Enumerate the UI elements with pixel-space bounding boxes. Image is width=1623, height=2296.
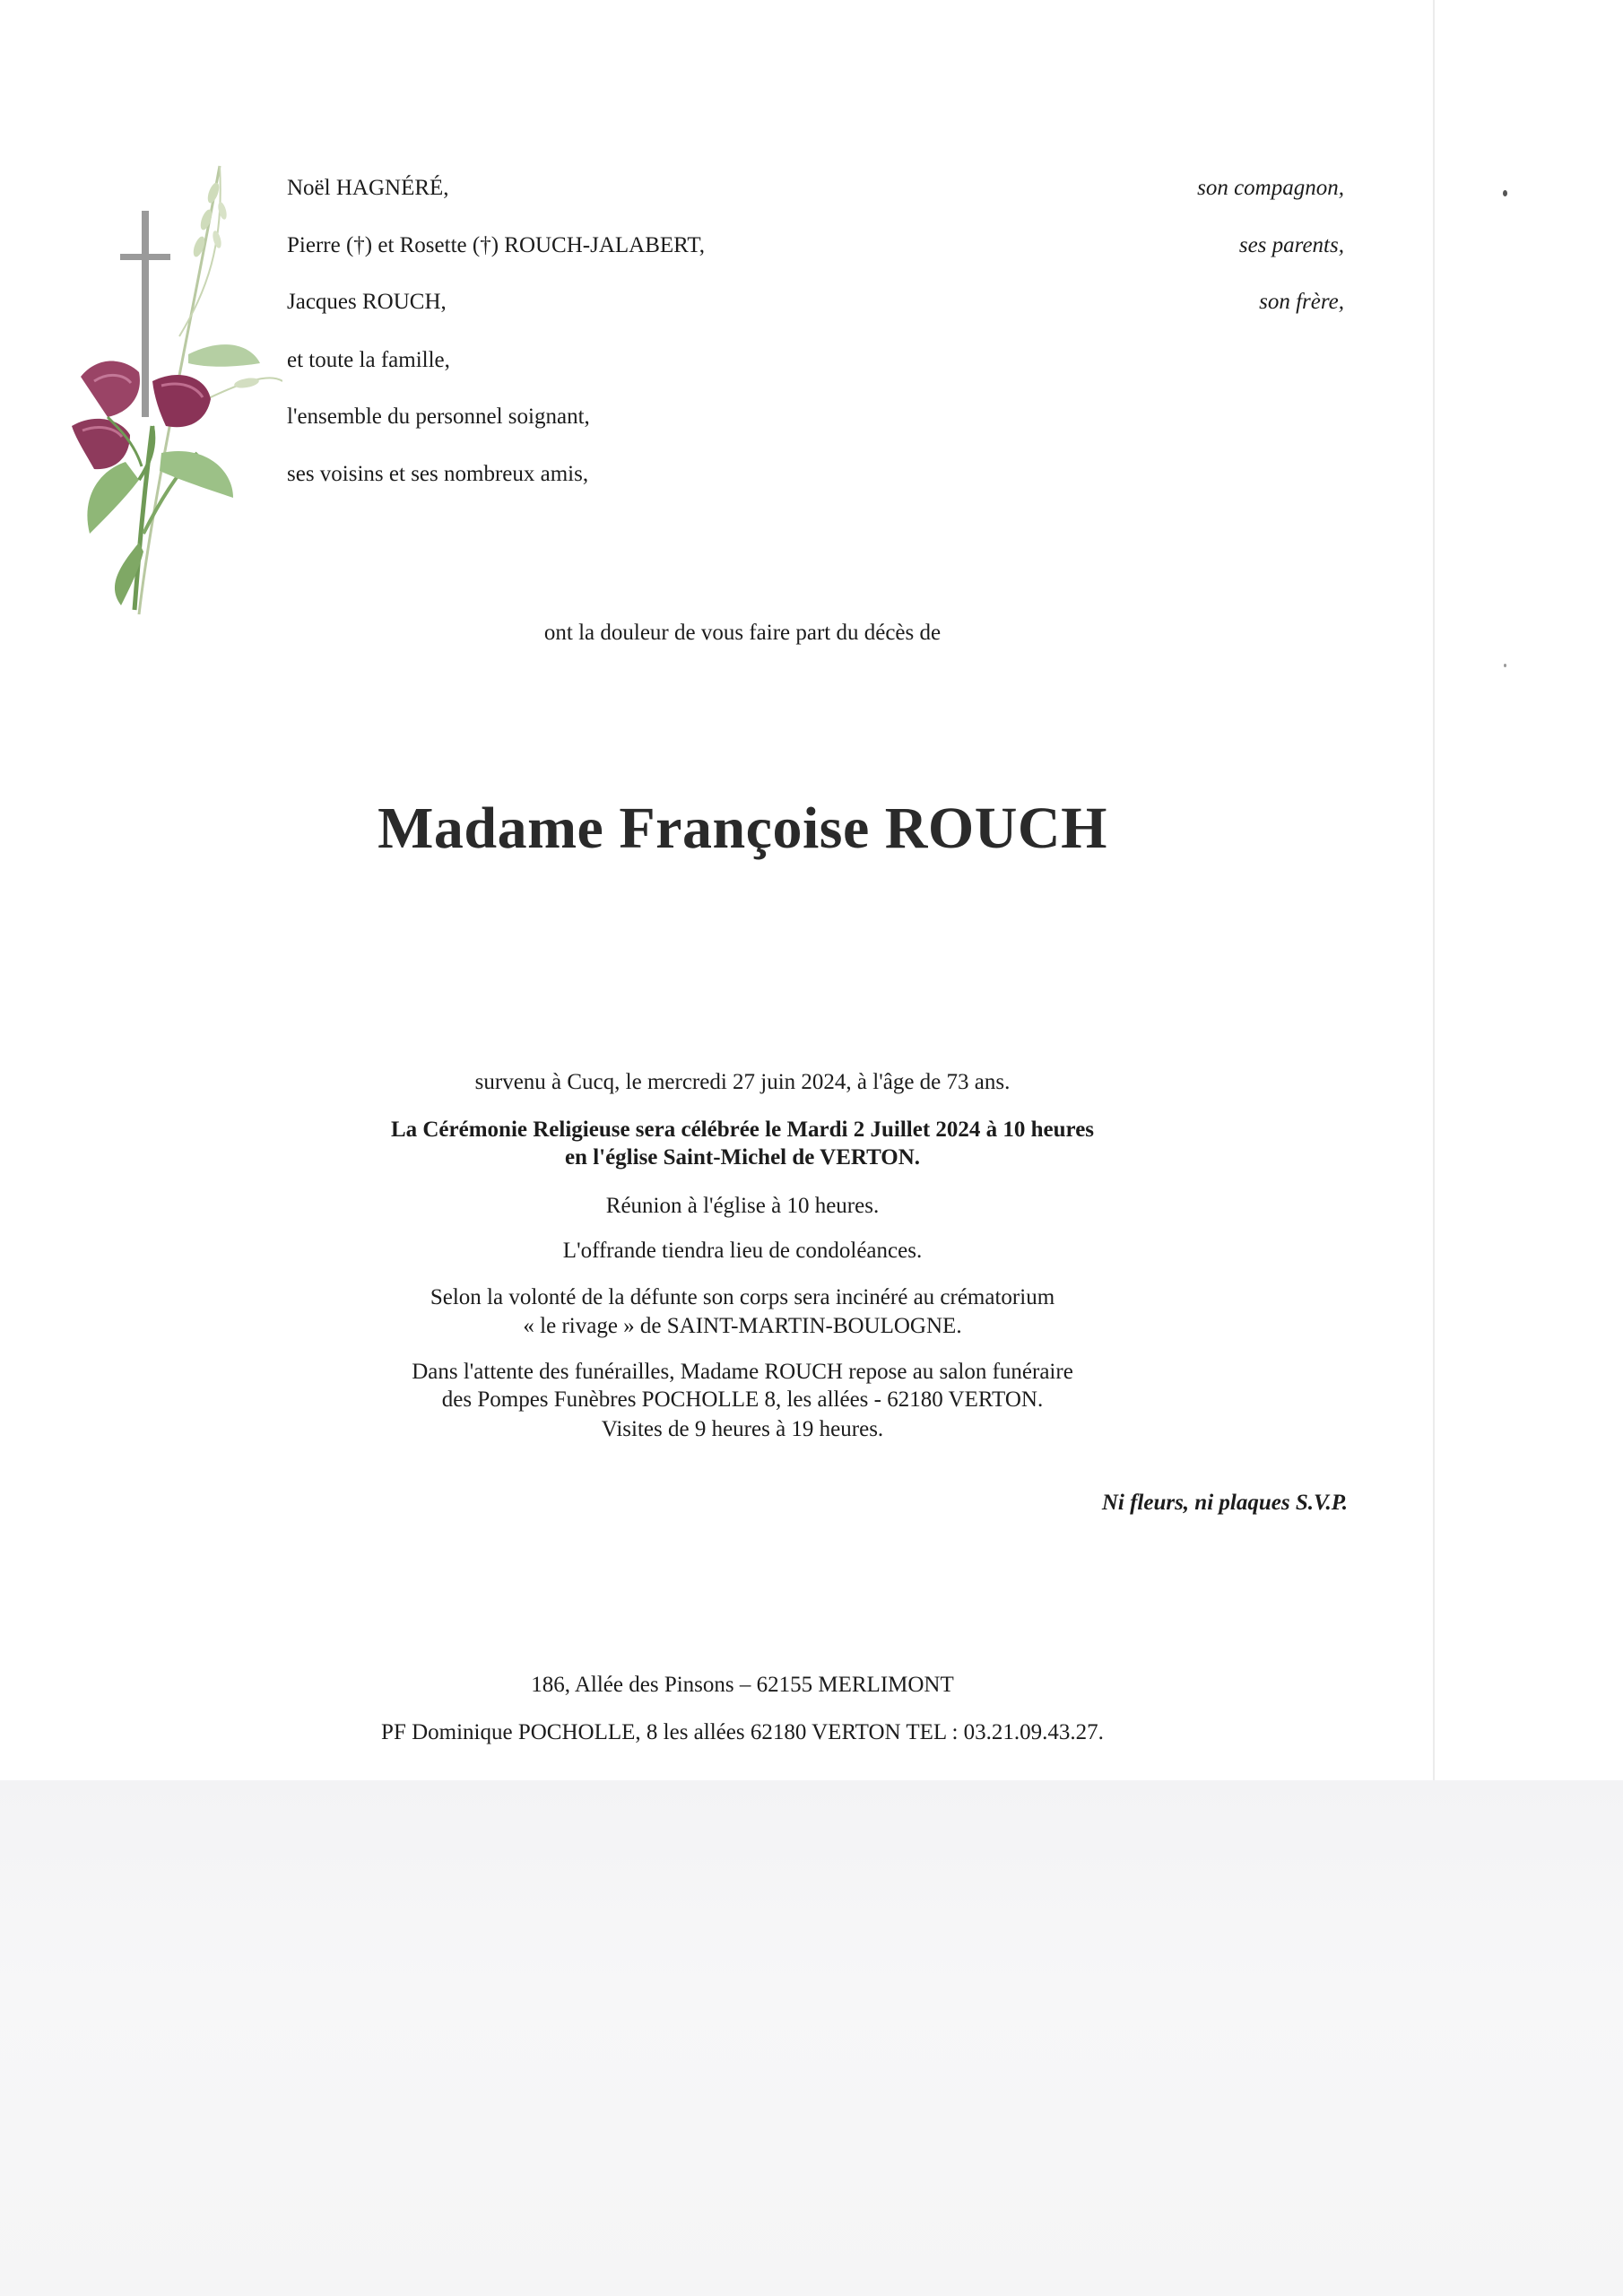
ceremony-line-2: en l'église Saint-Michel de VERTON. — [564, 1145, 921, 1170]
meeting-details: Réunion à l'église à 10 heures. — [605, 1194, 880, 1218]
visiting-hours: Visites de 9 heures à 19 heures. — [601, 1417, 884, 1441]
family-member-name: Noël HAGNÉRÉ, — [287, 176, 449, 200]
scan-speck — [1503, 190, 1507, 196]
death-details: survenu à Cucq, le mercredi 27 juin 2024, à l'âge de 73 ans. — [474, 1070, 1011, 1094]
deceased-name: Madame Françoise ROUCH — [378, 796, 1107, 861]
family-member-name: Jacques ROUCH, — [287, 290, 447, 314]
family-member-role: ses parents, — [1238, 233, 1344, 257]
rest-line-2: des Pompes Funèbres POCHOLLE 8, les allées - 62180 VERTON. — [441, 1387, 1044, 1412]
announcement-intro: ont la douleur de vous faire part du décès de — [543, 621, 942, 645]
family-member-name: l'ensemble du personnel soignant, — [287, 404, 590, 429]
closing-note: Ni fleurs, ni plaques S.V.P. — [1101, 1491, 1348, 1515]
family-member-role: son frère, — [1259, 290, 1344, 314]
floral-cross-illustration — [54, 157, 282, 623]
offering-note: L'offrande tiendra lieu de condoléances. — [562, 1239, 923, 1263]
scan-edge — [1433, 0, 1435, 1780]
funeral-home-contact: PF Dominique POCHOLLE, 8 les allées 62180 VERTON TEL : 03.21.09.43.27. — [381, 1720, 1104, 1744]
ceremony-line-1: La Cérémonie Religieuse sera célébrée le Mardi 2 Juillet 2024 à 10 heures — [390, 1118, 1095, 1142]
family-member-name: Pierre (†) et Rosette (†) ROUCH-JALABERT, — [287, 233, 706, 257]
cremation-line-1: Selon la volonté de la défunte son corps sera incinéré au crématorium — [430, 1285, 1055, 1309]
family-member-role: son compagnon, — [1197, 176, 1344, 200]
scan-speck — [1504, 664, 1506, 667]
family-address: 186, Allée des Pinsons – 62155 MERLIMONT — [531, 1673, 954, 1697]
rest-line-1: Dans l'attente des funérailles, Madame ROUCH repose au salon funéraire — [412, 1360, 1073, 1384]
family-member-name: ses voisins et ses nombreux amis, — [287, 462, 589, 486]
family-member-name: et toute la famille, — [287, 348, 450, 372]
scan-background — [0, 1780, 1623, 2296]
cremation-line-2: « le rivage » de SAINT-MARTIN-BOULOGNE. — [523, 1314, 962, 1338]
